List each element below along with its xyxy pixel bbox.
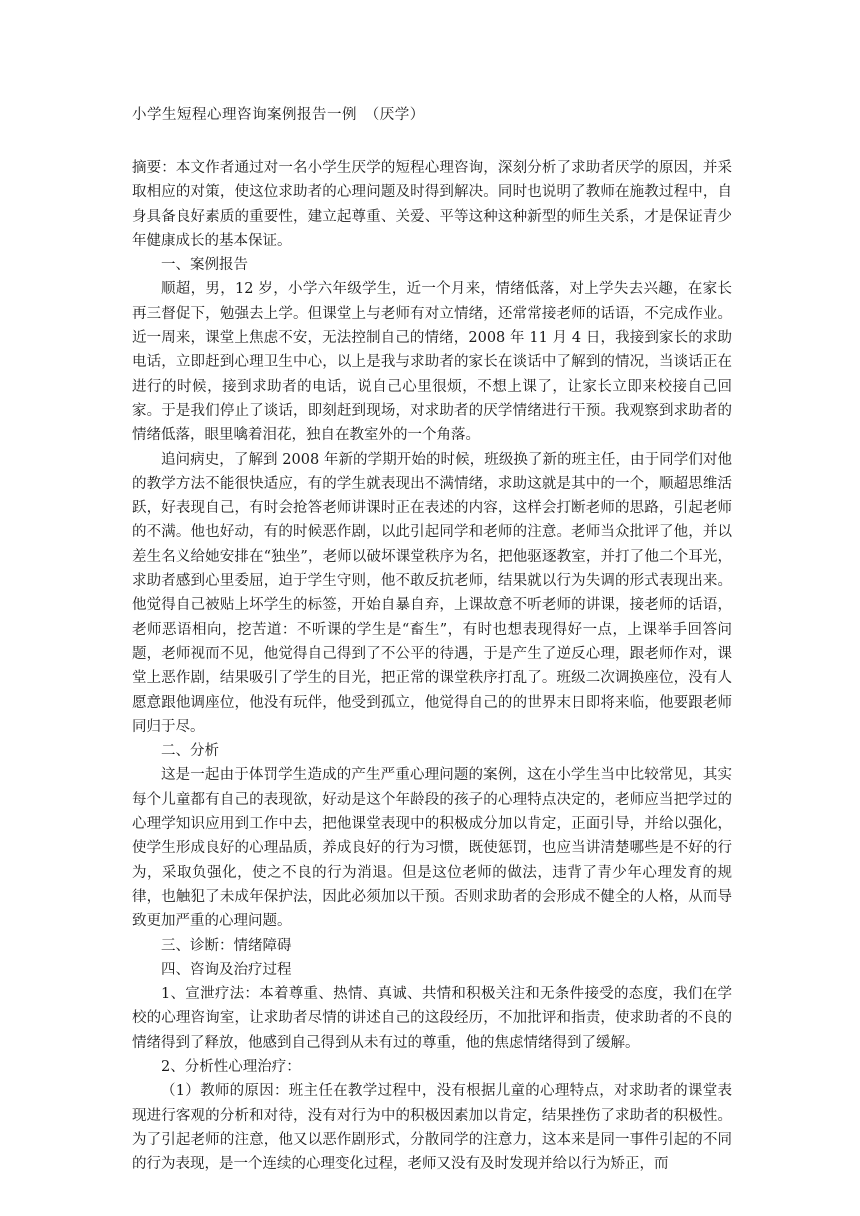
abstract-paragraph: 摘要：本文作者通过对一名小学生厌学的短程心理咨询，深刻分析了求助者厌学的原因，并采取相应的对策，使这位求助者的心理问题及时得到解决。同时也说明了教师在施教过程中，自身具备良好素质的重要性，建立起尊重、关爱、平等这种这种新型的师生关系，才是保证青少年健康成长的基本保证。 (132, 160, 732, 249)
document-title: 小学生短程心理咨询案例报告一例 （厌学） (132, 107, 425, 123)
section-heading-analysis: 二、分析 (161, 743, 219, 760)
treatment-paragraph-3: （1）教师的原因：班主任在教学过程中，没有根据儿童的心理特点，对求助者的课堂表现进行客观的分析和对待，没有对行为中的积极因素加以肯定，结果挫伤了求助者的积极性。为了引起老师的注意，他又以恶作剧形式，分散同学的注意力，这本来是同一事件引起的不同的行为表现，是一个连续的心理变化过程，老师又没有及时发现并给以行为矫正，而 (132, 1083, 732, 1173)
treatment-paragraph-2: 2、分析性心理治疗： (161, 1058, 301, 1075)
section-heading-diagnosis: 三、诊断：情绪障碍 (161, 937, 292, 954)
section-heading-treatment: 四、咨询及治疗过程 (161, 961, 292, 978)
analysis-paragraph: 这是一起由于体罚学生造成的产生严重心理问题的案例，这在小学生当中比较常见，其实每个儿童都有自己的表现欲，好动是这个年龄段的孩子的心理特点决定的，老师应当把学过的心理学知识应用到工作中去，把他课堂表现中的积极成分加以肯定，正面引导，并给以强化，使学生形成良好的心理品质，养成良好的行为习惯，既使惩罚，也应当讲清楚哪些是不好的行为，采取负强化，使之不良的行为消退。但是这位老师的做法，违背了青少年心理发育的规律，也触犯了未成年保护法，因此必须加以干预。否则求助者的会形成不健全的人格，从而导致更加严重的心理问题。 (132, 767, 732, 930)
treatment-paragraph-1: 1、宣泄疗法：本着尊重、热情、真诚、共情和积极关注和无条件接受的态度，我们在学校的心理咨询室，让求助者尽情的讲述自己的这段经历，不加批评和指责，使求助者的不良的情绪得到了释放，他感到自己得到从未有过的尊重，他的焦虑情绪得到了缓解。 (132, 986, 732, 1051)
section-heading-case-report: 一、案例报告 (161, 257, 248, 274)
document-page (132, 104, 732, 1176)
case-report-paragraph-1: 顺超，男，12 岁，小学六年级学生，近一个月来，情绪低落，对上学失去兴趣，在家长再三督促下，勉强去上学。但课堂上与老师有对立情绪，还常常接老师的话语，不完成作业。近一周来，课堂上焦虑不安，无法控制自己的情绪，2008 年 11 月 4 日，我接到家长的求助电话，立即赶到心理卫生中心，以上是我与求助者的家长在谈话中了解到的情况，当谈话正在进行的时候，接到求助者的电话，说自己心里很烦，不想上课了，让家长立即来校接自己回家。于是我们停止了谈话，即刻赶到现场，对求助者的厌学情绪进行干预。我观察到求助者的情绪低落，眼里噙着泪花，独自在教室外的一个角落。 (132, 281, 732, 444)
case-report-paragraph-2: 追问病史，了解到 2008 年新的学期开始的时候，班级换了新的班主任，由于同学们对他的教学方法不能很快适应，有的学生就表现出不满情绪，求助这就是其中的一个，顺超思维活跃，好表现自己，有时会抢答老师讲课时正在表述的内容，这样会打断老师的思路，引起老师的不满。他也好动，有的时候恶作剧，以此引起同学和老师的注意。老师当众批评了他，并以差生名义给她安排在“独坐”，老师以破坏课堂秩序为名，把他驱逐教室，并打了他二个耳光，求助者感到心里委屈，迫于学生守则，他不敢反抗老师，结果就以行为失调的形式表现出来。他觉得自己被贴上坏学生的标签，开始自暴自弃，上课故意不听老师的讲课，接老师的话语，老师恶语相向，挖苦道：不听课的学生是“畜生”，有时也想表现得好一点，上课举手回答问题，老师视而不见，他觉得自己得到了不公平的待遇，于是产生了逆反心理，跟老师作对，课堂上恶作剧，结果吸引了学生的目光，把正常的课堂秩序打乱了。班级二次调换座位，没有人愿意跟他调座位，他没有玩伴，他受到孤立，他觉得自己的的世界末日即将来临，他要跟老师同归于尽。 (132, 451, 732, 735)
